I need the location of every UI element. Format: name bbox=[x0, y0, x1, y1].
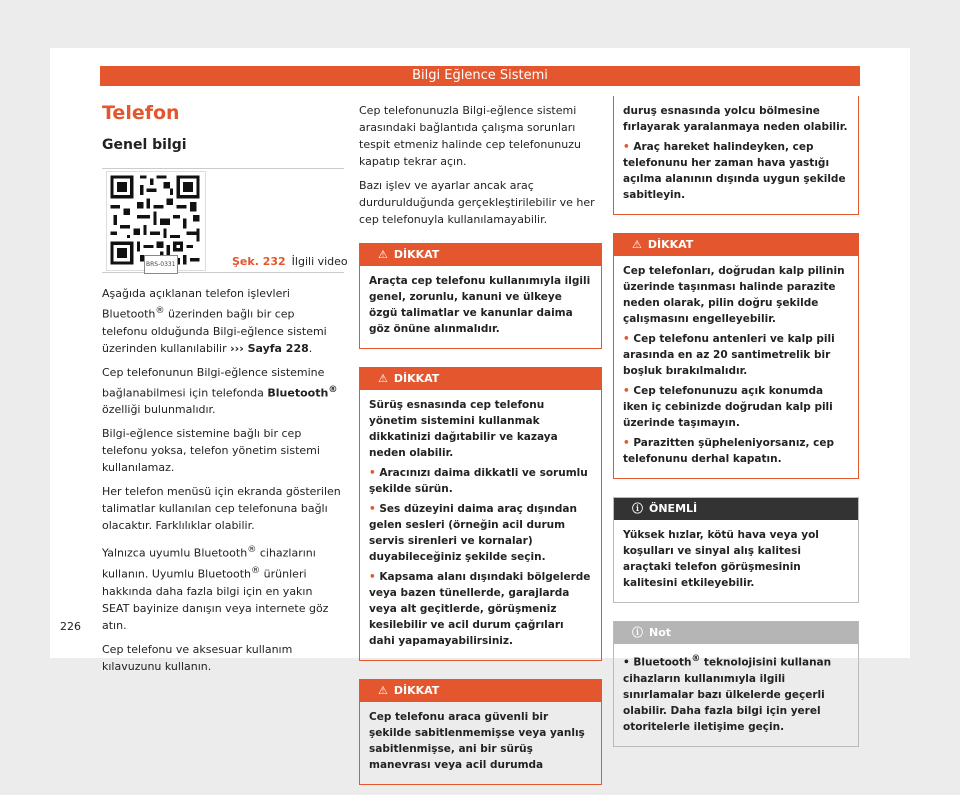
paragraph: Cep telefonu ve aksesuar kullanım kılavuzunu kullanın. bbox=[102, 642, 293, 673]
column-3 bbox=[613, 102, 859, 757]
note-box: ⓘ Not • Bluetooth® teknolojisini kullanan cihazların kullanımıyla ilgili sınırlamalar bazı ülkelerde geçerli olabilir. Daha fazla bilgi için yerel otoritelerle iletişime geçin. bbox=[613, 621, 859, 747]
list-item: • Ses düzeyini daima araç dışından gelen sesleri (örneğin acil durum servis sirenleri ve kornalar) duyabileceğiniz şekilde seçin. bbox=[369, 501, 591, 565]
list-item: • Aracınızı daima dikkatli ve sorumlu şekilde sürün. bbox=[369, 465, 591, 497]
section-subtitle: Genel bilgi bbox=[102, 137, 187, 153]
paragraph: Aşağıda açıklanan telefon işlevleri Bluetooth® üzerinden bağlı bir cep telefonu olduğunda Bilgi-eğlence sistemi üzerinden kullanılabilir ››› Sayfa 228. bbox=[102, 287, 327, 355]
paragraph: Yalnızca uyumlu Bluetooth® cihazlarını kullanın. Uyumlu Bluetooth® ürünleri hakkında daha fazla bilgi için en yakın SEAT bayinize danışın veya internete göz atın. bbox=[102, 544, 329, 632]
info-circle-icon: ⓘ bbox=[632, 502, 643, 515]
warning-box: ⚠ DİKKAT Sürüş esnasında cep telefonu yönetim sistemini kullanmak dikkatinizi dağıtabilir ve kazaya neden olabilir. • Aracınızı daima dikkatli ve sorumlu şekilde sürün. • Ses düzeyini daima araç dışından gelen sesleri (örneğin acil durum servis sirenleri ve kornalar) duyabileceğiniz şekilde seçin. • Kapsama alanı dışındaki bölgelerde veya bazen tünellerde, garajlarda veya alt geçitlerde, görüşmeniz kesilebilir ve acil durum çağrıları dahi yapamayabilirsiniz. bbox=[359, 367, 602, 661]
figure-code: BRS-0331 bbox=[144, 255, 178, 274]
list-item: • Araç hareket halindeyken, cep telefonunu her zaman hava yastığı açılma alanının dışında uygun şekilde sabitleyin. bbox=[623, 139, 848, 203]
column-2 bbox=[359, 102, 602, 795]
page-number: 226 bbox=[60, 620, 81, 633]
figure-video[interactable] bbox=[102, 168, 348, 273]
warning-box: ⚠ DİKKAT Cep telefonları, doğrudan kalp pilinin üzerinde taşınması halinde parazite neden olarak, pilin doğru şekilde çalışmasını engelleyebilir. • Cep telefonu antenleri ve kalp pili arasında en az 20 santimetrelik bir boşluk bırakılmalıdır. • Cep telefonunuzu açık konumda iken iç cebinizde doğrudan kalp pili üzerinde taşımayın. • Parazitten şüpheleniyorsanız, cep telefonunu derhal kapatın. bbox=[613, 233, 859, 479]
list-item: • Cep telefonu antenleri ve kalp pili arasında en az 20 santimetrelik bir boşluk bırakılmalıdır. bbox=[623, 331, 848, 379]
warning-triangle-icon: ⚠ bbox=[378, 684, 388, 697]
paragraph: Bilgi-eğlence sistemine bağlı bir cep telefonu yoksa, telefon yönetim sistemi kullanılamaz. bbox=[102, 427, 320, 475]
warning-box-continued: duruş esnasında yolcu bölmesine fırlayarak yaralanmaya neden olabilir. • Araç hareket halindeyken, cep telefonunu her zaman hava yastığı açılma alanının dışında uygun şekilde sabitleyin. bbox=[613, 96, 859, 215]
list-item: • Kapsama alanı dışındaki bölgelerde veya bazen tünellerde, garajlarda veya alt geçitlerde, görüşmeniz kesilebilir ve acil durum çağrıları dahi yapamayabilirsiniz. bbox=[369, 569, 591, 649]
figure-caption bbox=[232, 253, 348, 270]
column-1 bbox=[102, 102, 348, 682]
paragraph: Cep telefonunuzla Bilgi-eğlence sistemi arasındaki bağlantıda çalışma sorunları tespit etmeniz halinde cep telefonunuzu kapatıp tekrar açın. bbox=[359, 104, 581, 168]
figure-number: Şek. 232 bbox=[232, 255, 286, 268]
list-item: • Bluetooth® teknolojisini kullanan cihazların kullanımıyla ilgili sınırlamalar bazı ülkelerde geçerli olabilir. Daha fazla bilgi için yerel otoritelerle iletişime geçin. bbox=[623, 654, 832, 733]
page-title: Telefon bbox=[102, 102, 180, 124]
note-icon: ⓘ bbox=[632, 626, 643, 639]
warning-box: ⚠ DİKKAT Araçta cep telefonu kullanımıyla ilgili genel, zorunlu, kanuni ve ülkeye özgü talimatlar ve kanunlar daima göz önüne alınmalıdır. bbox=[359, 243, 602, 349]
warning-box: ⚠ DİKKAT Cep telefonu araca güvenli bir şekilde sabitlenmemişse veya yanlış sabitlenmişse, ani bir sürüş manevrası veya acil durumda bbox=[359, 679, 602, 785]
paragraph: Cep telefonunun Bilgi-eğlence sistemine bağlanabilmesi için telefonda Bluetooth® özelliği bulunmalıdır. bbox=[102, 365, 338, 417]
figure-caption-text: İlgili video bbox=[291, 255, 348, 268]
paragraph: Her telefon menüsü için ekranda gösterilen talimatlar kullanılan cep telefonuna bağlı olacaktır. Farklılıklar olabilir. bbox=[102, 485, 341, 533]
paragraph: Bazı işlev ve ayarlar ancak araç durdurulduğunda gerçekleştirilebilir ve her cep telefonuyla kullanılamayabilir. bbox=[359, 179, 595, 226]
list-item: • Parazitten şüpheleniyorsanız, cep telefonunu derhal kapatın. bbox=[623, 435, 848, 467]
warning-triangle-icon: ⚠ bbox=[632, 238, 642, 251]
important-box: ⓘ ÖNEMLİ Yüksek hızlar, kötü hava veya yol koşulları ve sinyal alış kalitesi araçtaki telefon görüşmesinin kalitesini etkileyebilir. bbox=[613, 497, 859, 603]
page-link[interactable]: ››› Sayfa 228 bbox=[230, 341, 309, 355]
warning-triangle-icon: ⚠ bbox=[378, 372, 388, 385]
list-item: • Cep telefonunuzu açık konumda iken iç cebinizde doğrudan kalp pili üzerinde taşımayın. bbox=[623, 383, 848, 431]
section-header: Bilgi Eğlence Sistemi bbox=[100, 66, 860, 86]
warning-triangle-icon: ⚠ bbox=[378, 248, 388, 261]
